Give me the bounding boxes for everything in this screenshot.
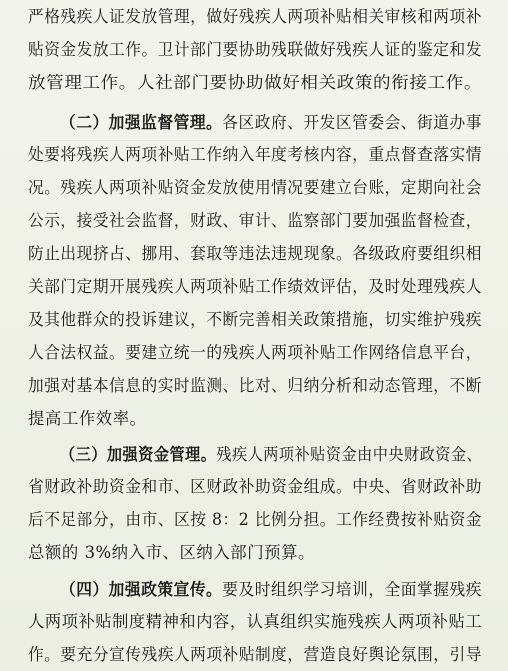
text-line	[28, 246, 482, 262]
text-line	[28, 213, 482, 229]
text-line	[28, 9, 482, 25]
line-text: 要及时组织学习培训，全面掌握残疾	[222, 580, 482, 599]
line-text: 后不足部分，由市、区按 8：2 比例分担。工作经费按补贴资金	[28, 510, 483, 529]
text-line	[28, 279, 482, 295]
text-line	[28, 75, 482, 91]
line-text: 况。残疾人两项补贴资金发放使用情况要建立台账，定期向社会	[28, 178, 482, 197]
line-text: 省财政补助资金和市、区财政补助资金组成。中央、省财政补助	[28, 477, 482, 496]
line-text: 防止出现挤占、挪用、套取等违法违规现象。各级政府要组织相	[28, 244, 482, 263]
scan-artifact	[40, 140, 480, 141]
section-heading: （四）加强政策宣传。	[60, 580, 223, 599]
line-text: 作。要充分宣传残疾人两项补贴制度，营造良好舆论氛围，引导	[28, 645, 482, 664]
text-line	[28, 647, 482, 663]
line-text: 严格残疾人证发放管理，做好残疾人两项补贴相关审核和两项补	[28, 7, 482, 26]
text-line	[28, 479, 482, 495]
text-line	[28, 345, 482, 361]
text-line	[28, 545, 315, 561]
text-line	[28, 512, 482, 528]
text-line	[28, 614, 482, 630]
paragraph-heading-line	[60, 447, 482, 463]
line-text: 提高工作效率。	[28, 409, 147, 428]
text-line	[28, 147, 482, 163]
line-text: 关部门定期开展残疾人两项补贴工作绩效评估，及时处理残疾人	[28, 277, 482, 296]
line-text: 贴资金发放工作。卫计部门要协助残联做好残疾人证的鉴定和发	[28, 40, 482, 59]
line-text: 加强对基本信息的实时监测、比对、归纳分析和动态管理，不断	[28, 376, 482, 395]
paragraph-heading-line	[60, 582, 482, 598]
text-line	[28, 411, 147, 427]
text-line	[28, 180, 482, 196]
line-text: 放管理工作。人社部门要协助做好相关政策的衔接工作。	[28, 73, 483, 92]
text-line	[28, 312, 482, 328]
line-text: 各区政府、开发区管委会、街道办事	[222, 113, 482, 132]
line-text: 及其他群众的投诉建议，不断完善相关政策措施，切实维护残疾	[28, 310, 482, 329]
section-heading: （二）加强监督管理。	[60, 113, 223, 132]
text-line	[28, 378, 482, 394]
line-text: 公示，接受社会监督，财政、审计、监察部门要加强监督检查，	[28, 211, 482, 230]
paragraph-heading-line	[60, 115, 482, 131]
line-text: 人合法权益。要建立统一的残疾人两项补贴工作网络信息平台，	[28, 343, 482, 362]
section-heading: （三）加强资金管理。	[60, 445, 217, 464]
line-text: 残疾人两项补贴资金由中央财政资金、	[216, 445, 483, 464]
line-text: 人两项补贴制度精神和内容，认真组织实施残疾人两项补贴工	[28, 612, 483, 631]
text-line	[28, 42, 482, 58]
line-text: 处要将残疾人两项补贴工作纳入年度考核内容，重点督查落实情	[28, 145, 482, 164]
line-text: 总额的 3%纳入市、区纳入部门预算。	[28, 543, 315, 562]
